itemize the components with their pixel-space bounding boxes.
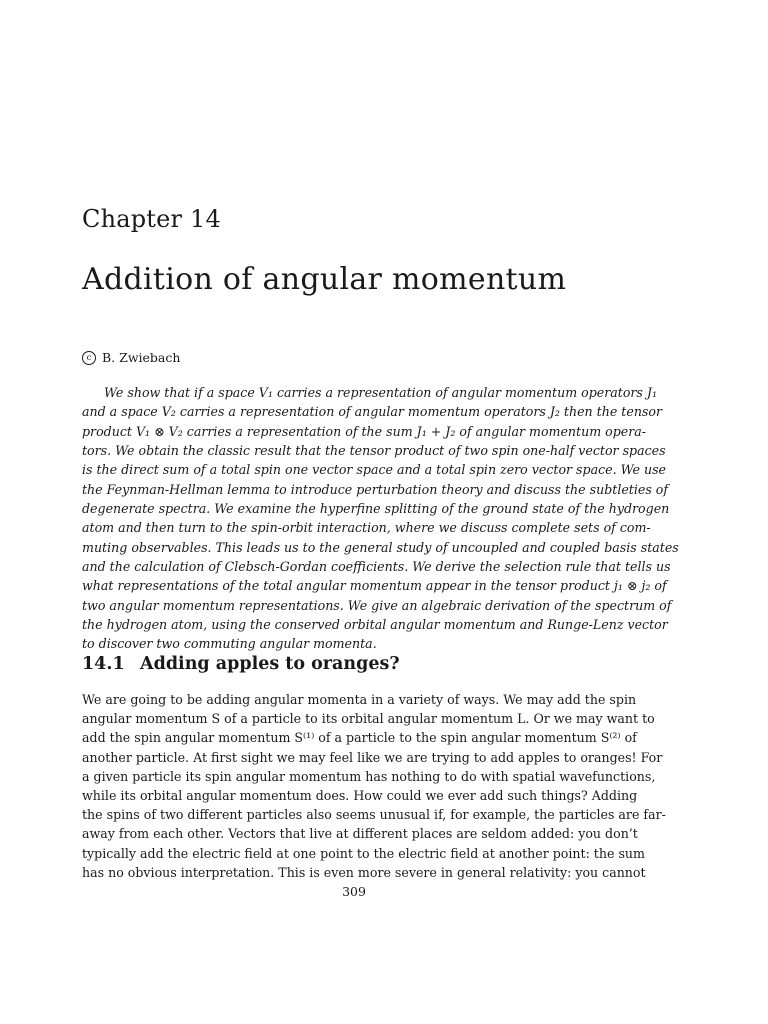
body-line: while its orbital angular momentum does. How could we ever add such things? Adding — [82, 787, 638, 803]
page-number: 309 — [342, 884, 366, 899]
abstract-line: the Feynman-Hellman lemma to introduce perturbation theory and discuss the subtleties of — [82, 481, 669, 497]
abstract-line: We show that if a space V₁ carries a representation of angular momentum operators J₁ — [104, 385, 657, 400]
abstract-line: and a space V₂ carries a representation of angular momentum operators J₂ then the tensor — [82, 404, 662, 420]
body-line: typically add the electric field at one point to the electric field at another point: the sum — [82, 845, 645, 861]
section-heading — [82, 654, 400, 674]
section-number: 14.1 — [82, 654, 125, 674]
body-line: another particle. At first sight we may feel like we are trying to add apples to oranges! For — [82, 749, 663, 765]
copyright-icon: c — [82, 351, 96, 365]
section-title: Adding apples to oranges? — [140, 654, 400, 674]
abstract-line: product V₁ ⊗ V₂ carries a representation of the sum J₁ + J₂ of angular momentum opera- — [82, 423, 647, 439]
body-line: add the spin angular momentum S⁽¹⁾ of a particle to the spin angular momentum S⁽²⁾ of — [82, 730, 637, 746]
abstract-line: tors. We obtain the classic result that the tensor product of two spin one-half vector spaces — [82, 443, 666, 459]
abstract — [82, 383, 679, 654]
copyright-line — [82, 350, 180, 365]
abstract-line: to discover two commuting angular momenta. — [82, 636, 377, 652]
body-line: angular momentum S of a particle to its orbital angular momentum L. Or we may want to — [82, 711, 655, 727]
abstract-line: degenerate spectra. We examine the hyperfine splitting of the ground state of the hydrogen — [82, 501, 670, 517]
abstract-line: is the direct sum of a total spin one vector space and a total spin zero vector space. We use — [82, 462, 666, 478]
body-line: the spins of two different particles also seems unusual if, for example, the particles are far- — [82, 807, 666, 823]
abstract-line: the hydrogen atom, using the conserved orbital angular momentum and Runge-Lenz vector — [82, 617, 668, 633]
body-line: We are going to be adding angular momenta in a variety of ways. We may add the spin — [82, 692, 637, 707]
abstract-line: two angular momentum representations. We give an algebraic derivation of the spectrum of — [82, 597, 672, 613]
body-line: away from each other. Vectors that live at different places are seldom added: you don’t — [82, 826, 638, 842]
body-line: a given particle its spin angular momentum has nothing to do with spatial wavefunctions, — [82, 768, 656, 784]
abstract-line: what representations of the total angular momentum appear in the tensor product j₁ ⊗ j₂ of — [82, 578, 667, 594]
chapter-label: Chapter 14 — [82, 205, 221, 233]
author-name: B. Zwiebach — [102, 350, 181, 365]
abstract-line: and the calculation of Clebsch-Gordan coefficients. We derive the selection rule that tells us — [82, 559, 671, 575]
chapter-title: Addition of angular momentum — [82, 262, 567, 297]
body-paragraph — [82, 690, 666, 882]
abstract-line: atom and then turn to the spin-orbit interaction, where we discuss complete sets of com- — [82, 520, 651, 536]
body-line: has no obvious interpretation. This is even more severe in general relativity: you cannot — [82, 864, 646, 880]
abstract-line: muting observables. This leads us to the general study of uncoupled and coupled basis states — [82, 539, 679, 555]
